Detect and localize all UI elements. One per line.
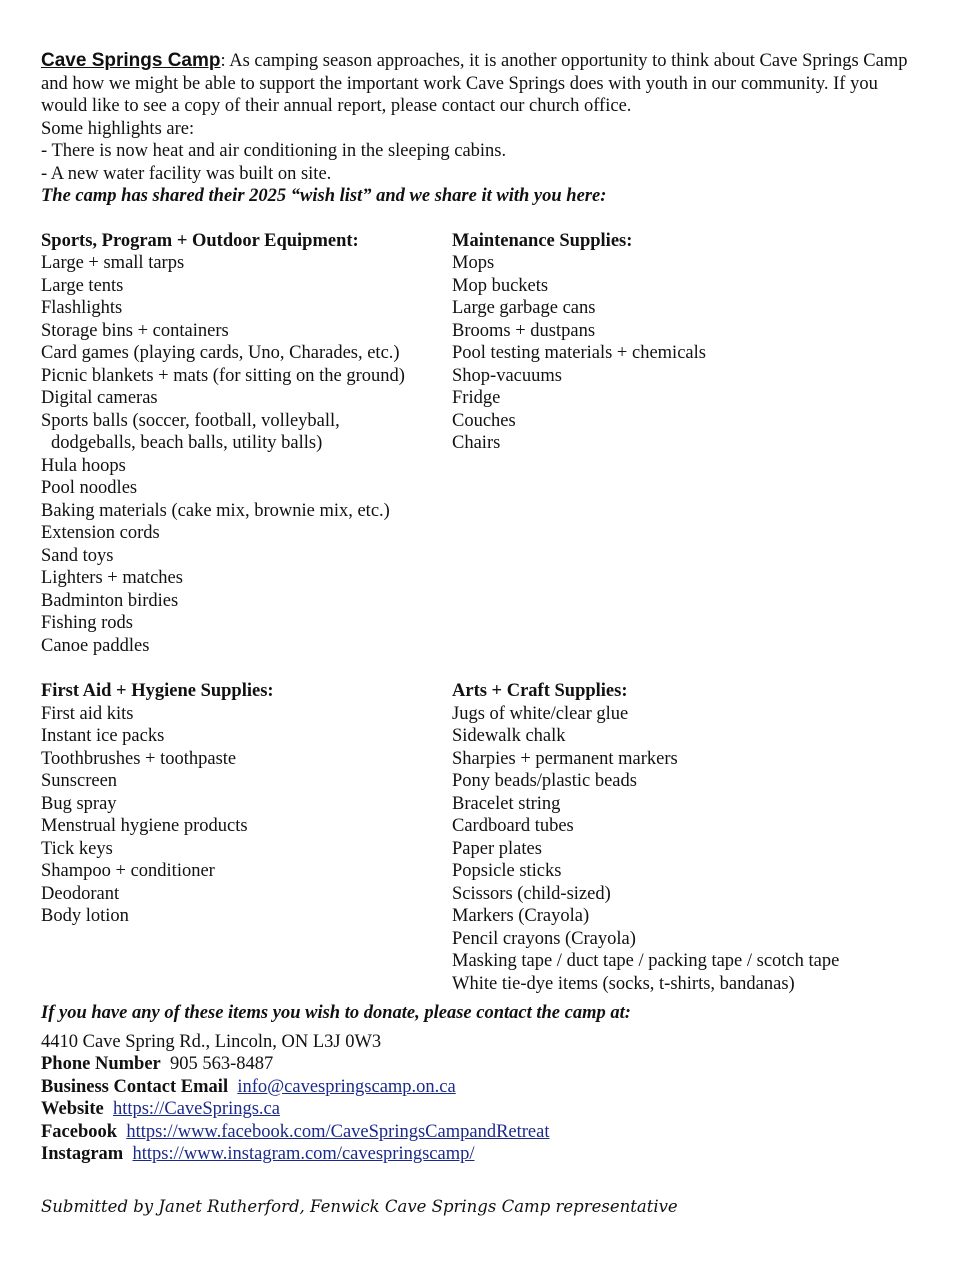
wish-list-intro: The camp has shared their 2025 “wish list” and we share it with you here:	[41, 186, 607, 206]
list-item: Menstrual hygiene products	[41, 816, 248, 836]
list-item: Paper plates	[452, 838, 542, 859]
list-item: Markers (Crayola)	[452, 906, 590, 926]
list-item: Large garbage cans	[452, 298, 596, 318]
list-item: Popsicle sticks	[452, 861, 562, 881]
highlights-label: Some highlights are:	[41, 118, 195, 139]
address: 4410 Cave Spring Rd., Lincoln, ON L3J 0W3	[41, 1031, 382, 1052]
list-item: Instant ice packs	[41, 726, 165, 746]
facebook-link[interactable]: https://www.facebook.com/CaveSpringsCampandRetreat	[126, 1121, 550, 1142]
highlight-item: - There is now heat and air conditioning in the sleeping cabins.	[41, 141, 507, 161]
title-separator: :	[220, 51, 226, 71]
list-item: Sand toys	[41, 545, 114, 566]
list-item: Deodorant	[41, 883, 120, 904]
list-item: Card games (playing cards, Uno, Charades, etc.)	[41, 343, 400, 363]
facebook-row	[41, 1121, 921, 1144]
list-item: Toothbrushes + toothpaste	[41, 748, 237, 769]
list-item: Baking materials (cake mix, brownie mix, etc.)	[41, 500, 390, 521]
list-item: Tick keys	[41, 838, 113, 859]
list-item: Body lotion	[41, 906, 129, 926]
wish-list-top	[41, 230, 921, 658]
contact-block	[41, 1031, 921, 1166]
instagram-link[interactable]: https://www.instagram.com/cavespringscamp/	[132, 1144, 475, 1164]
list-header: Sports, Program + Outdoor Equipment:	[41, 230, 359, 251]
list-item-continuation: dodgeballs, beach balls, utility balls)	[51, 433, 323, 453]
email-link[interactable]: info@cavespringscamp.on.ca	[237, 1076, 456, 1097]
list-item: Couches	[452, 410, 516, 431]
list-item: Digital cameras	[41, 388, 158, 408]
website-row	[41, 1098, 921, 1121]
intro-text: As camping season approaches, it is another opportunity to think about Cave Springs Camp and how we might be able to support the important work Cave Springs does with youth in our community. If you would like to see a copy of their annual report, please contact our church office.	[41, 51, 908, 116]
email-label: Business Contact Email	[41, 1076, 229, 1097]
intro-paragraph	[41, 50, 921, 118]
list-item: Large + small tarps	[41, 253, 185, 273]
list-item: Sports balls (soccer, football, volleyball,	[41, 410, 340, 431]
instagram-label: Instagram	[41, 1144, 124, 1164]
list-item: Chairs	[452, 433, 501, 453]
maintenance-list	[452, 230, 912, 658]
list-item: Hula hoops	[41, 455, 126, 476]
list-item: Storage bins + containers	[41, 320, 229, 341]
first-aid-list	[41, 680, 452, 995]
list-item: Brooms + dustpans	[452, 320, 596, 341]
website-label: Website	[41, 1099, 104, 1119]
list-item: Shop-vacuums	[452, 365, 562, 386]
submitted-by: Submitted by Janet Rutherford, Fenwick Cave Springs Camp representative	[41, 1197, 678, 1216]
arts-craft-list	[452, 680, 912, 995]
list-item: White tie-dye items (socks, t-shirts, bandanas)	[452, 973, 795, 994]
email-row	[41, 1076, 921, 1099]
list-item: Badminton birdies	[41, 590, 179, 611]
sports-list	[41, 230, 452, 658]
list-item: Fridge	[452, 388, 501, 408]
instagram-row	[41, 1143, 921, 1166]
list-item: Pool testing materials + chemicals	[452, 343, 706, 363]
intro-section	[41, 50, 921, 208]
list-header: First Aid + Hygiene Supplies:	[41, 681, 274, 701]
wish-list-bottom	[41, 680, 921, 995]
list-item: Flashlights	[41, 298, 123, 318]
list-item: Large tents	[41, 275, 124, 296]
list-item: Lighters + matches	[41, 568, 183, 588]
list-item: Scissors (child-sized)	[452, 883, 611, 904]
highlight-item: - A new water facility was built on site.	[41, 163, 332, 184]
list-item: Masking tape / duct tape / packing tape / scotch tape	[452, 951, 840, 971]
list-item: Pencil crayons (Crayola)	[452, 928, 636, 949]
phone-row	[41, 1053, 921, 1076]
list-item: Canoe paddles	[41, 635, 150, 656]
list-item: Picnic blankets + mats (for sitting on the ground)	[41, 365, 405, 386]
list-item: Pony beads/plastic beads	[452, 771, 637, 791]
list-item: Pool noodles	[41, 478, 138, 498]
newsletter-article	[41, 50, 921, 1166]
list-item: First aid kits	[41, 703, 134, 724]
list-item: Bug spray	[41, 793, 117, 814]
list-item: Shampoo + conditioner	[41, 861, 215, 881]
list-item: Bracelet string	[452, 793, 561, 814]
facebook-label: Facebook	[41, 1121, 118, 1142]
phone-label: Phone Number	[41, 1054, 161, 1074]
list-header: Maintenance Supplies:	[452, 230, 633, 251]
phone-number: 905 563-8487	[170, 1054, 274, 1074]
list-header: Arts + Craft Supplies:	[452, 681, 628, 701]
list-item: Sharpies + permanent markers	[452, 748, 678, 769]
list-item: Cardboard tubes	[452, 816, 574, 836]
list-item: Mop buckets	[452, 275, 549, 296]
list-item: Jugs of white/clear glue	[452, 703, 629, 724]
website-link[interactable]: https://CaveSprings.ca	[112, 1099, 280, 1119]
list-item: Sunscreen	[41, 771, 118, 791]
donate-line: If you have any of these items you wish to donate, please contact the camp at:	[41, 1003, 631, 1023]
article-title: Cave Springs Camp	[41, 50, 221, 71]
list-item: Sidewalk chalk	[452, 726, 566, 746]
list-item: Mops	[452, 253, 495, 273]
list-item: Fishing rods	[41, 613, 134, 633]
list-item: Extension cords	[41, 523, 160, 543]
